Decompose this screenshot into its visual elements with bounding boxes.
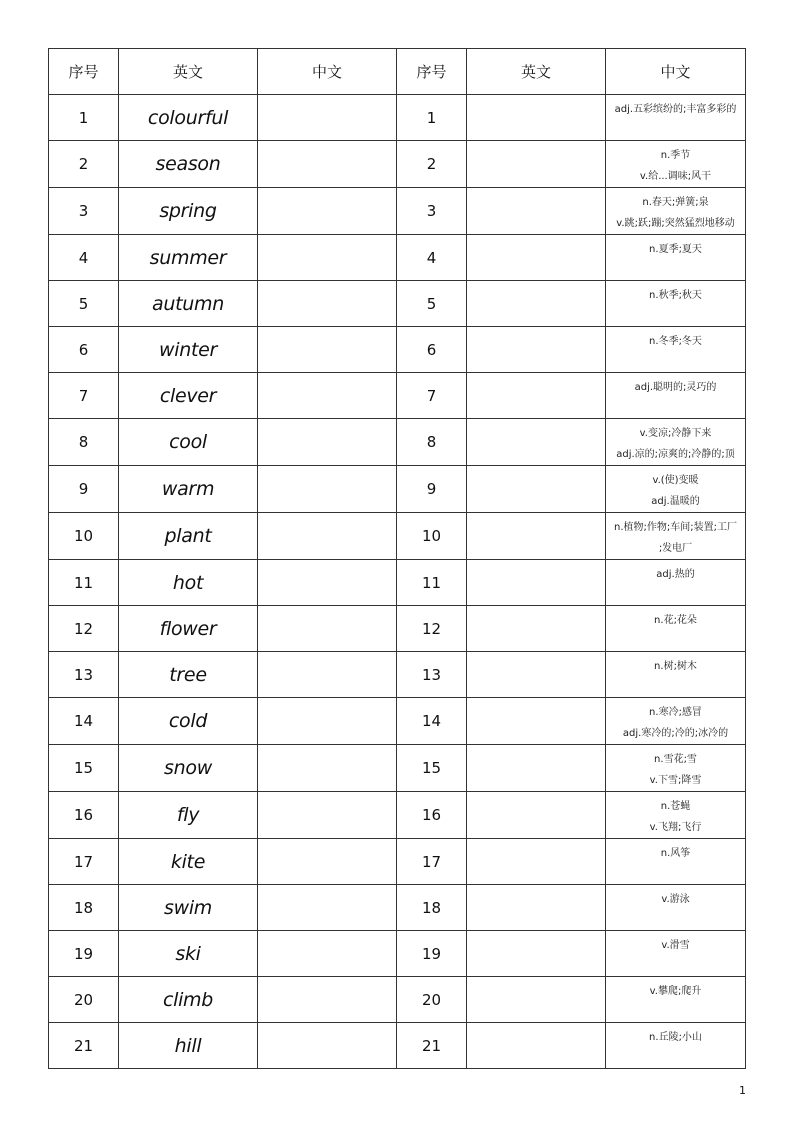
chinese-answer-blank[interactable] <box>258 839 397 885</box>
page-number: 1 <box>739 1084 746 1097</box>
english-answer-blank[interactable] <box>467 745 606 792</box>
right-index-cell: 18 <box>397 885 467 931</box>
english-word-cell: cool <box>119 419 258 466</box>
table-row <box>49 652 746 698</box>
meaning-line: v.滑雪 <box>661 940 690 951</box>
chinese-meaning-cell <box>606 1023 746 1069</box>
left-index-cell: 3 <box>49 188 119 235</box>
right-index-cell: 8 <box>397 419 467 466</box>
right-index-cell: 14 <box>397 698 467 745</box>
left-index-cell: 5 <box>49 281 119 327</box>
right-index-cell: 16 <box>397 792 467 839</box>
meaning-line: adj.热的 <box>656 569 695 580</box>
meaning-line: n.春天;弹簧;泉 <box>642 197 709 208</box>
chinese-meaning-cell <box>606 606 746 652</box>
english-answer-blank[interactable] <box>467 419 606 466</box>
english-answer-blank[interactable] <box>467 652 606 698</box>
left-index-cell: 15 <box>49 745 119 792</box>
english-word-cell: hot <box>119 560 258 606</box>
chinese-meaning-cell <box>606 327 746 373</box>
english-word-cell: flower <box>119 606 258 652</box>
english-word-cell: warm <box>119 466 258 513</box>
table-row <box>49 560 746 606</box>
chinese-answer-blank[interactable] <box>258 652 397 698</box>
english-word-cell: climb <box>119 977 258 1023</box>
chinese-answer-blank[interactable] <box>258 466 397 513</box>
left-index-cell: 11 <box>49 560 119 606</box>
meaning-line: adj.聪明的;灵巧的 <box>634 382 717 393</box>
english-answer-blank[interactable] <box>467 885 606 931</box>
table-row <box>49 745 746 792</box>
meaning-line: ;发电厂 <box>658 543 693 554</box>
right-index-cell: 11 <box>397 560 467 606</box>
left-index-cell: 10 <box>49 513 119 560</box>
table-row <box>49 235 746 281</box>
table-row <box>49 606 746 652</box>
chinese-meaning-cell <box>606 513 746 560</box>
header-left-index: 序号 <box>49 49 119 95</box>
left-index-cell: 14 <box>49 698 119 745</box>
left-index-cell: 12 <box>49 606 119 652</box>
table-row <box>49 95 746 141</box>
left-index-cell: 21 <box>49 1023 119 1069</box>
meaning-line: n.花;花朵 <box>654 615 697 626</box>
english-word-cell: clever <box>119 373 258 419</box>
chinese-meaning-cell <box>606 977 746 1023</box>
meaning-line: n.风筝 <box>660 848 691 859</box>
header-left-chinese: 中文 <box>258 49 397 95</box>
left-index-cell: 13 <box>49 652 119 698</box>
table-row <box>49 513 746 560</box>
right-index-cell: 17 <box>397 839 467 885</box>
chinese-answer-blank[interactable] <box>258 281 397 327</box>
right-index-cell: 7 <box>397 373 467 419</box>
english-answer-blank[interactable] <box>467 606 606 652</box>
english-answer-blank[interactable] <box>467 141 606 188</box>
left-index-cell: 16 <box>49 792 119 839</box>
english-word-cell: winter <box>119 327 258 373</box>
right-index-cell: 20 <box>397 977 467 1023</box>
right-index-cell: 10 <box>397 513 467 560</box>
chinese-answer-blank[interactable] <box>258 188 397 235</box>
chinese-answer-blank[interactable] <box>258 95 397 141</box>
english-answer-blank[interactable] <box>467 977 606 1023</box>
right-index-cell: 3 <box>397 188 467 235</box>
table-row <box>49 188 746 235</box>
left-index-cell: 19 <box>49 931 119 977</box>
chinese-meaning-cell <box>606 95 746 141</box>
left-index-cell: 9 <box>49 466 119 513</box>
meaning-line: adj.凉的;凉爽的;冷静的;顶 <box>616 449 735 460</box>
left-index-cell: 6 <box>49 327 119 373</box>
meaning-line: v.下雪;降雪 <box>649 775 702 786</box>
meaning-line: n.苍蝇 <box>660 801 691 812</box>
chinese-meaning-cell <box>606 188 746 235</box>
table-row <box>49 327 746 373</box>
english-answer-blank[interactable] <box>467 466 606 513</box>
english-word-cell: cold <box>119 698 258 745</box>
chinese-answer-blank[interactable] <box>258 931 397 977</box>
chinese-answer-blank[interactable] <box>258 419 397 466</box>
english-answer-blank[interactable] <box>467 513 606 560</box>
chinese-answer-blank[interactable] <box>258 235 397 281</box>
chinese-meaning-cell <box>606 235 746 281</box>
meaning-line: v.给...调味;风干 <box>639 171 712 182</box>
chinese-answer-blank[interactable] <box>258 977 397 1023</box>
meaning-line: adj.温暖的 <box>651 496 700 507</box>
english-answer-blank[interactable] <box>467 188 606 235</box>
chinese-meaning-cell <box>606 745 746 792</box>
chinese-meaning-cell <box>606 839 746 885</box>
english-answer-blank[interactable] <box>467 560 606 606</box>
english-answer-blank[interactable] <box>467 839 606 885</box>
chinese-meaning-cell <box>606 560 746 606</box>
right-index-cell: 6 <box>397 327 467 373</box>
english-answer-blank[interactable] <box>467 373 606 419</box>
meaning-line: n.树;树木 <box>654 661 697 672</box>
left-index-cell: 4 <box>49 235 119 281</box>
chinese-answer-blank[interactable] <box>258 792 397 839</box>
meaning-line: v.跳;跃;蹦;突然猛烈地移动 <box>616 218 735 229</box>
table-row <box>49 373 746 419</box>
header-left-english: 英文 <box>119 49 258 95</box>
table-row <box>49 885 746 931</box>
english-answer-blank[interactable] <box>467 327 606 373</box>
header-row <box>49 49 746 95</box>
meaning-line: n.雪花;雪 <box>654 754 697 765</box>
chinese-meaning-cell <box>606 792 746 839</box>
english-word-cell: tree <box>119 652 258 698</box>
right-index-cell: 2 <box>397 141 467 188</box>
meaning-line: n.寒冷;感冒 <box>649 707 702 718</box>
header-right-index: 序号 <box>397 49 467 95</box>
meaning-line: v.游泳 <box>661 894 690 905</box>
meaning-line: n.秋季;秋天 <box>649 290 702 301</box>
left-index-cell: 18 <box>49 885 119 931</box>
right-index-cell: 1 <box>397 95 467 141</box>
table-row <box>49 466 746 513</box>
english-answer-blank[interactable] <box>467 792 606 839</box>
chinese-answer-blank[interactable] <box>258 606 397 652</box>
header-right-english: 英文 <box>467 49 606 95</box>
left-index-cell: 20 <box>49 977 119 1023</box>
right-index-cell: 5 <box>397 281 467 327</box>
chinese-answer-blank[interactable] <box>258 513 397 560</box>
chinese-meaning-cell <box>606 466 746 513</box>
english-word-cell: kite <box>119 839 258 885</box>
english-answer-blank[interactable] <box>467 95 606 141</box>
right-index-cell: 12 <box>397 606 467 652</box>
right-index-cell: 4 <box>397 235 467 281</box>
english-answer-blank[interactable] <box>467 235 606 281</box>
meaning-line: v.攀爬;爬升 <box>649 986 702 997</box>
chinese-answer-blank[interactable] <box>258 698 397 745</box>
chinese-meaning-cell <box>606 652 746 698</box>
left-index-cell: 7 <box>49 373 119 419</box>
meaning-line: adj.五彩缤纷的;丰富多彩的 <box>614 104 737 115</box>
left-index-cell: 8 <box>49 419 119 466</box>
english-word-cell: plant <box>119 513 258 560</box>
english-word-cell: season <box>119 141 258 188</box>
chinese-answer-blank[interactable] <box>258 745 397 792</box>
english-word-cell: snow <box>119 745 258 792</box>
meaning-line: n.季节 <box>660 150 691 161</box>
english-word-cell: swim <box>119 885 258 931</box>
chinese-meaning-cell <box>606 931 746 977</box>
meaning-line: v.(使)变暖 <box>652 475 699 486</box>
table-row <box>49 141 746 188</box>
chinese-meaning-cell <box>606 373 746 419</box>
meaning-line: n.夏季;夏天 <box>649 244 702 255</box>
english-word-cell: colourful <box>119 95 258 141</box>
left-index-cell: 2 <box>49 141 119 188</box>
table-row <box>49 698 746 745</box>
english-word-cell: hill <box>119 1023 258 1069</box>
meaning-line: v.飞翔;飞行 <box>649 822 702 833</box>
chinese-answer-blank[interactable] <box>258 141 397 188</box>
vocabulary-table <box>48 48 746 1069</box>
table-row <box>49 931 746 977</box>
header-right-chinese: 中文 <box>606 49 746 95</box>
chinese-answer-blank[interactable] <box>258 1023 397 1069</box>
english-word-cell: fly <box>119 792 258 839</box>
right-index-cell: 21 <box>397 1023 467 1069</box>
english-word-cell: summer <box>119 235 258 281</box>
table-row <box>49 1023 746 1069</box>
right-index-cell: 13 <box>397 652 467 698</box>
chinese-meaning-cell <box>606 698 746 745</box>
chinese-meaning-cell <box>606 885 746 931</box>
chinese-answer-blank[interactable] <box>258 327 397 373</box>
english-word-cell: spring <box>119 188 258 235</box>
english-answer-blank[interactable] <box>467 281 606 327</box>
table-row <box>49 839 746 885</box>
left-index-cell: 17 <box>49 839 119 885</box>
chinese-answer-blank[interactable] <box>258 885 397 931</box>
english-answer-blank[interactable] <box>467 1023 606 1069</box>
table-row <box>49 419 746 466</box>
table-row <box>49 792 746 839</box>
english-answer-blank[interactable] <box>467 698 606 745</box>
english-word-cell: autumn <box>119 281 258 327</box>
chinese-meaning-cell <box>606 141 746 188</box>
right-index-cell: 9 <box>397 466 467 513</box>
english-word-cell: ski <box>119 931 258 977</box>
meaning-line: n.丘陵;小山 <box>649 1032 702 1043</box>
chinese-meaning-cell <box>606 419 746 466</box>
meaning-line: n.冬季;冬天 <box>649 336 702 347</box>
meaning-line: v.变凉;冷静下来 <box>639 428 712 439</box>
chinese-answer-blank[interactable] <box>258 560 397 606</box>
right-index-cell: 15 <box>397 745 467 792</box>
meaning-line: n.植物;作物;车间;装置;工厂 <box>614 522 737 533</box>
table-row <box>49 977 746 1023</box>
table-row <box>49 281 746 327</box>
chinese-answer-blank[interactable] <box>258 373 397 419</box>
english-answer-blank[interactable] <box>467 931 606 977</box>
left-index-cell: 1 <box>49 95 119 141</box>
meaning-line: adj.寒冷的;冷的;冰冷的 <box>622 728 729 739</box>
right-index-cell: 19 <box>397 931 467 977</box>
chinese-meaning-cell <box>606 281 746 327</box>
